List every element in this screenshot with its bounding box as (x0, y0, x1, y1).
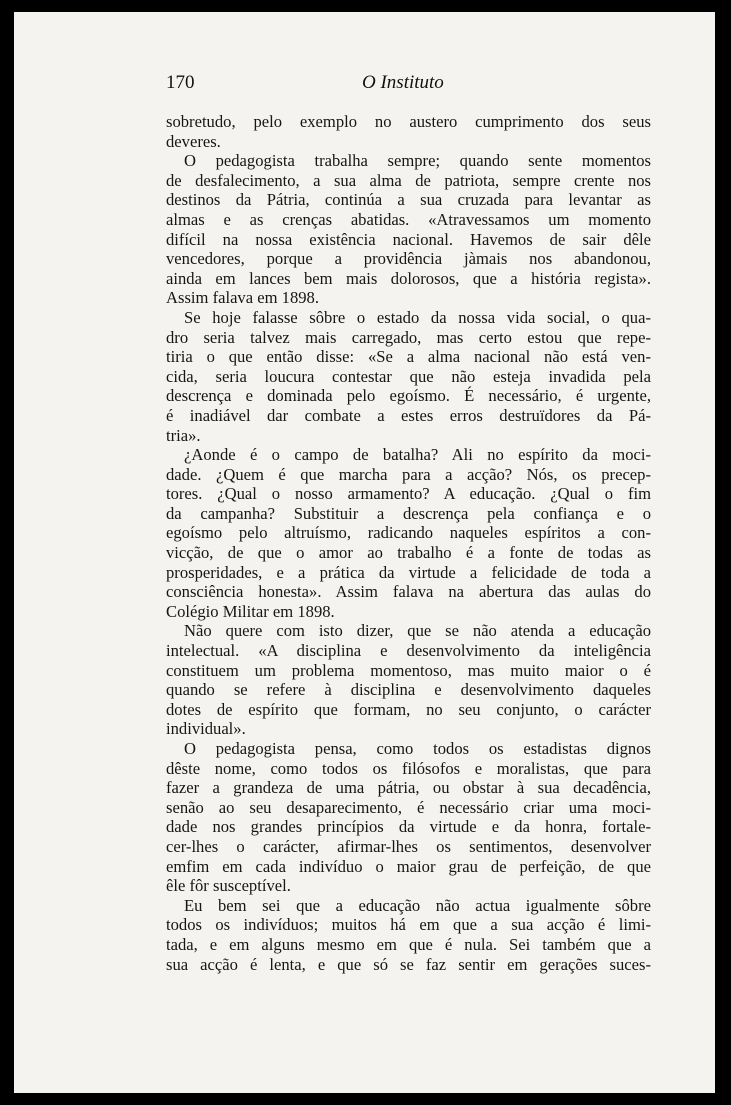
text-line: constituem um problema momentoso, mas muito maior o é (166, 660, 651, 680)
text-line: difícil na nossa existência nacional. Havemos de sair dêle (166, 229, 651, 249)
text-line: cida, seria loucura contestar que não esteja invadida pela (166, 366, 651, 386)
text-line: O pedagogista trabalha sempre; quando sente momentos (184, 151, 651, 171)
text-line: ¿Aonde é o campo de batalha? Ali no espírito da moci- (184, 445, 651, 465)
text-line: dêste nome, como todos os filósofos e moralistas, que para (166, 758, 651, 778)
text-line: dotes de espírito que formam, no seu conjunto, o carácter (166, 699, 651, 719)
text-line: fazer a grandeza de uma pátria, ou obstar à sua decadência, (166, 778, 651, 798)
text-line: Se hoje falasse sôbre o estado da nossa vida social, o qua- (184, 307, 651, 327)
text-line: tores. ¿Qual o nosso armamento? A educação. ¿Qual o fim (166, 484, 651, 504)
text-line: descrença e dominada pelo egoísmo. É necessário, é urgente, (166, 386, 651, 406)
text-line: tiria o que então disse: «Se a alma nacional não está ven- (166, 347, 651, 367)
body-text (166, 112, 651, 974)
text-line: destinos da Pátria, continúa a sua cruzada para levantar as (166, 190, 651, 210)
text-line: intelectual. «A disciplina e desenvolvimento da inteligência (166, 641, 651, 661)
text-line: tada, e em alguns mesmo em que é nula. Sei também que a (166, 934, 651, 954)
text-line: prosperidades, e a prática da virtude a felicidade de toda a (166, 562, 651, 582)
text-line: dade nos grandes princípios da virtude e da honra, fortale- (166, 817, 651, 837)
text-line: cer-lhes o carácter, afirmar-lhes os sentimentos, desenvolver (166, 836, 651, 856)
text-line: todos os indivíduos; muitos há em que a sua acção é limi- (166, 915, 651, 935)
text-line: quando se refere à disciplina e desenvolvimento daqueles (166, 680, 651, 700)
text-line: sua acção é lenta, e que só se faz sentir em gerações suces- (166, 954, 651, 974)
text-line: Eu bem sei que a educação não actua igualmente sôbre (184, 895, 651, 915)
text-line: individual». (166, 719, 246, 739)
text-line: O pedagogista pensa, como todos os estadistas dignos (184, 739, 651, 758)
text-line: é inadiável dar combate a estes erros destruïdores da Pá- (166, 405, 651, 425)
text-line: egoísmo pelo altruísmo, radicando naqueles espíritos a con- (166, 523, 651, 543)
text-line: tria». (166, 425, 201, 445)
text-line: vencedores, porque a providência jàmais nos abandonou, (166, 249, 651, 269)
text-line: dade. ¿Quem é que marcha para a acção? Nós, os precep- (166, 464, 651, 484)
running-title: O Instituto (362, 72, 444, 93)
text-line: Não quere com isto dizer, que se não atenda a educação (184, 621, 651, 641)
text-line: de desfalecimento, a sua alma de patriota, sempre crente nos (166, 170, 651, 190)
text-line: senão ao seu desaparecimento, é necessário criar uma moci- (166, 797, 651, 817)
text-line: ainda em lances bem mais dolorosos, que a história regista». (166, 268, 651, 288)
text-line: sobretudo, pelo exemplo no austero cumprimento dos seus (166, 112, 651, 131)
text-line: dro seria talvez mais carregado, mas certo estou que repe- (166, 327, 651, 347)
text-line: da campanha? Substituir a descrença pela confiança e o (166, 503, 651, 523)
text-line: emfim em cada indivíduo o maior grau de perfeição, de que (166, 856, 651, 876)
text-line: vicção, de que o amor ao trabalho é a fonte de todas as (166, 543, 651, 563)
page-number: 170 (166, 72, 195, 93)
text-line: Assim falava em 1898. (166, 288, 319, 308)
text-line: consciência honesta». Assim falava na abertura das aulas do (166, 582, 651, 602)
text-line: êle fôr susceptível. (166, 876, 291, 896)
page-header (166, 72, 651, 102)
text-line: almas e as crenças abatidas. «Atravessamos um momento (166, 209, 651, 229)
text-line: deveres. (166, 131, 221, 151)
scanned-page (14, 12, 715, 1093)
text-line: Colégio Militar em 1898. (166, 601, 335, 621)
